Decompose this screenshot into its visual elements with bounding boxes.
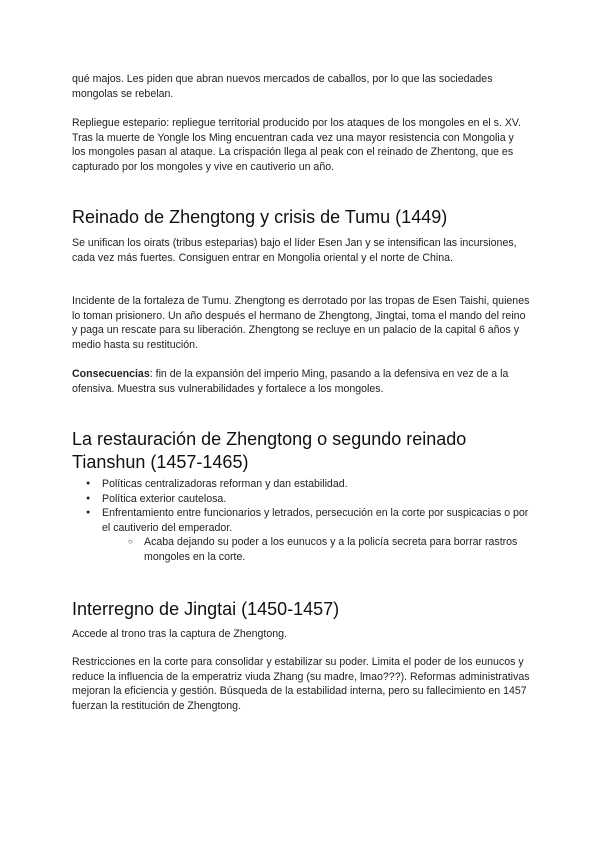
restauracion-bullet-list [72, 477, 530, 565]
heading-interregno-jingtai: Interregno de Jingtai (1450-1457) [72, 599, 340, 619]
paragraph-incidente-tumu: Incidente de la fortaleza de Tumu. Zhengtong es derrotado por las tropas de Esen Taishi, quienes lo toman prisionero. Un año después el hermano de Zhengtong, Jingtai, toma el mando del reino y paga un rescate para su liberación. Zhengtong se recluye en un palacio de la capital 6 años y medio hasta su restitución. [72, 295, 530, 351]
consecuencias-text: : fin de la expansión del imperio Ming, pasando a la defensiva en vez de a la ofensiva. Muestra sus vulnerabilidades y fortalece a los mongoles. [72, 368, 509, 395]
list-item: ● Política exterior cautelosa. [72, 492, 530, 507]
consecuencias-label: Consecuencias [72, 368, 150, 380]
list-item: ● Enfrentamiento entre funcionarios y letrados, persecución en la corte por suspicacias o por el cautiverio del emperador. [72, 506, 530, 535]
paragraph-consecuencias [72, 367, 530, 396]
paragraph-accede-trono: Accede al trono tras la captura de Zhengtong. [72, 628, 287, 640]
paragraph-oirats: Se unifican los oirats (tribus esteparias) bajo el líder Esen Jan y se intensifican las incursiones, cada vez más fuertes. Consiguen entrar en Mongolia oriental y el norte de China. [72, 237, 517, 264]
heading-restauracion-zhengtong: La restauración de Zhengtong o segundo reinado Tianshun (1457-1465) [72, 429, 467, 472]
paragraph-intro-continuation: qué majos. Les piden que abran nuevos mercados de caballos, por lo que las sociedades mongolas se rebelan. [72, 73, 493, 100]
paragraph-restricciones-corte: Restricciones en la corte para consolidar y estabilizar su poder. Limita el poder de los eunucos y reduce la influencia de la emperatriz viuda Zhang (su madre, lmao???). Reformas administrativas mejoran la eficiencia y gestión. Búsqueda de la estabilidad interna, pero su fallecimiento en 1457 fuerzan la restitución de Zhengtong. [72, 656, 530, 712]
paragraph-repliegue-estepario: Repliegue estepario: repliegue territorial producido por los ataques de los mongoles en el s. XV. Tras la muerte de Yongle los Ming encuentran cada vez una mayor resistencia con Mongolia y los mongoles pasan al ataque. La crispación llega al peak con el reinado de Zhentong, que es capturado por los mongoles y vive en cautiverio un año. [72, 117, 521, 173]
heading-reinado-zhengtong: Reinado de Zhengtong y crisis de Tumu (1449) [72, 207, 448, 227]
list-item: ● Políticas centralizadoras reforman y dan estabilidad. [72, 477, 530, 492]
sub-list-item: ○ Acaba dejando su poder a los eunucos y a la policía secreta para borrar rastros mongoles en la corte. [72, 535, 530, 564]
